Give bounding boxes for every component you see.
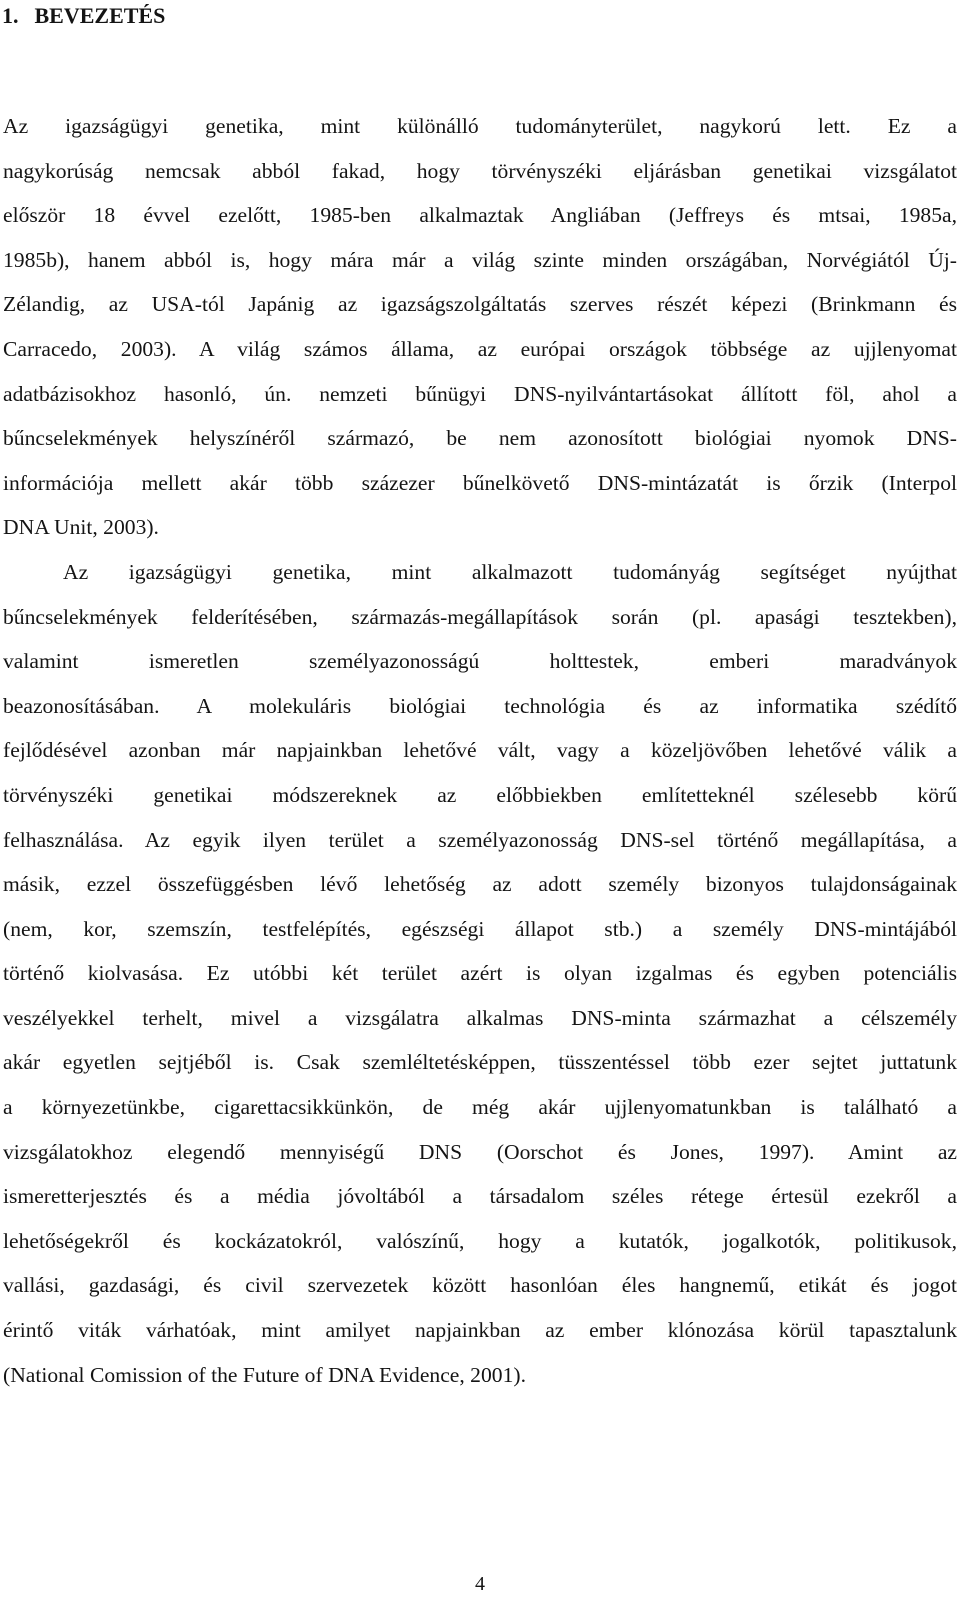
text-line: Zélandig, az USA-tól Japánig az igazságszolgáltatás szerves részét képezi (Brinkmann és: [3, 292, 957, 317]
text-line: fejlődésével azonban már napjainkban lehetővé vált, vagy a közeljövőben lehetővé válik a: [3, 738, 957, 763]
text-line: érintő viták várhatóak, mint amilyet napjainkban az ember klónozása körül tapasztalunk: [3, 1318, 957, 1343]
text-line: DNA Unit, 2003).: [3, 515, 159, 540]
section-title: BEVEZETÉS: [34, 3, 166, 28]
text-line: felhasználása. Az egyik ilyen terület a személyazonosság DNS-sel történő megállapítása, a: [3, 827, 957, 852]
text-line: beazonosításában. A molekuláris biológiai technológia és az informatika szédítő: [3, 693, 957, 718]
section-heading: [2, 2, 165, 30]
text-line: valamint ismeretlen személyazonosságú holttestek, emberi maradványok: [3, 649, 957, 674]
text-line: adatbázisokhoz hasonló, ún. nemzeti bűnügyi DNS-nyilvántartásokat állított föl, ahol a: [3, 381, 957, 406]
paragraph: [3, 550, 957, 1397]
text-line: ismeretterjesztés és a média jóvoltából a társadalom széles rétege értesül ezekről a: [3, 1184, 957, 1209]
text-line: Az igazságügyi genetika, mint különálló tudományterület, nagykorú lett. Ez a: [3, 114, 957, 138]
text-line: vizsgálatokhoz elegendő mennyiségű DNS (Oorschot és Jones, 1997). Amint az: [3, 1139, 957, 1164]
paragraph: [3, 104, 957, 550]
text-line: (National Comission of the Future of DNA Evidence, 2001).: [3, 1362, 526, 1387]
body-text: [3, 104, 957, 1397]
text-line: lehetőségekről és kockázatokról, valószínű, hogy a kutatók, jogalkotók, politikusok,: [3, 1228, 957, 1253]
text-line: vallási, gazdasági, és civil szervezetek között hasonlóan éles hangnemű, etikát és jogot: [3, 1273, 957, 1298]
text-line: törvényszéki genetikai módszereknek az előbbiekben említetteknél szélesebb körű: [3, 782, 957, 807]
text-line: akár egyetlen sejtjéből is. Csak szemléltetésképpen, tüsszentéssel több ezer sejtet juttatunk: [3, 1050, 957, 1075]
section-number: 1.: [2, 3, 19, 28]
text-line: történő kiolvasása. Ez utóbbi két terület azért is olyan izgalmas és egyben potenciális: [3, 961, 957, 986]
text-line: bűncselekmények felderítésében, származás-megállapítások során (pl. apasági tesztekben),: [3, 604, 957, 629]
text-line: információja mellett akár több százezer bűnelkövető DNS-mintázatát is őrzik (Interpol: [3, 470, 957, 495]
text-line: bűncselekmények helyszínéről származó, be nem azonosított biológiai nyomok DNS-: [3, 426, 957, 451]
text-line: 1985b), hanem abból is, hogy mára már a világ szinte minden országában, Norvégiától Új-: [3, 247, 957, 272]
text-line: először 18 évvel ezelőtt, 1985-ben alkalmaztak Angliában (Jeffreys és mtsai, 1985a,: [3, 203, 957, 228]
text-line: Az igazságügyi genetika, mint alkalmazott tudományág segítséget nyújthat: [63, 559, 957, 584]
text-line: Carracedo, 2003). A világ számos állama, az európai országok többsége az ujjlenyomat: [3, 336, 957, 361]
text-line: a környezetünkbe, cigarettacsikkünkön, de még akár ujjlenyomatunkban is található a: [3, 1095, 957, 1120]
text-line: veszélyekkel terhelt, mivel a vizsgálatra alkalmas DNS-minta származhat a célszemély: [3, 1005, 957, 1030]
text-line: nagykorúság nemcsak abból fakad, hogy törvényszéki eljárásban genetikai vizsgálatot: [3, 158, 957, 183]
text-line: másik, ezzel összefüggésben lévő lehetőség az adott személy bizonyos tulajdonságainak: [3, 872, 957, 897]
page-number: 4: [475, 1573, 485, 1595]
text-line: (nem, kor, szemszín, testfelépítés, egészségi állapot stb.) a személy DNS-mintájából: [3, 916, 957, 941]
